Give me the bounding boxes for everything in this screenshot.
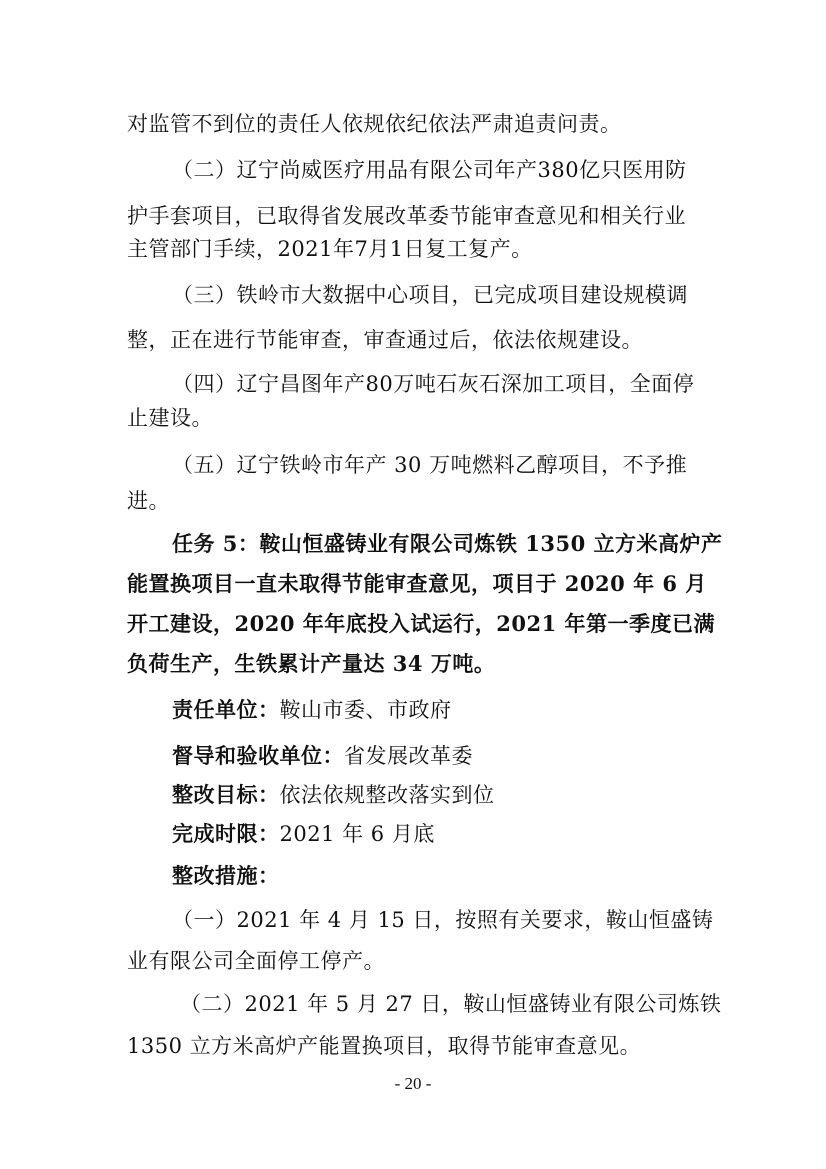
field-responsible-unit: [0, 690, 826, 730]
text-run: 开工建设，2020 年年底投入试运行，2021 年第一季度已满: [127, 611, 716, 636]
text-run: （二）2021 年 5 月 27 日，鞍山恒盛铸业有限公司炼铁: [180, 992, 722, 1016]
text-run: 业有限公司全面停工停产。: [127, 949, 385, 973]
field-value: 2021 年 6 月底: [279, 822, 435, 846]
measure-line: [0, 941, 826, 981]
text-run: 整，正在进行节能审查，审查通过后，依法依规建设。: [127, 328, 643, 352]
text-run: （二）辽宁尚威医疗用品有限公司年产380亿只医用防: [172, 158, 687, 182]
text-run: （一）2021 年 4 月 15 日，按照有关要求，鞍山恒盛铸: [172, 908, 714, 932]
field-measures-heading: [0, 856, 826, 896]
field-label: 责任单位：: [172, 697, 280, 722]
text-run: （五）辽宁铁岭市年产 30 万吨燃料乙醇项目，不予推: [172, 453, 688, 477]
paragraph-line: [0, 104, 826, 144]
field-label: 整改措施：: [172, 863, 280, 888]
text-run: 护手套项目，已取得省发展改革委节能审查意见和相关行业: [127, 204, 686, 228]
page-number: - 20 -: [394, 1074, 432, 1093]
text-run: （三）铁岭市大数据中心项目，已完成项目建设规模调: [172, 283, 688, 307]
measure-line: [0, 1026, 826, 1066]
text-run: 进。: [127, 489, 170, 513]
task-heading-line: [0, 524, 826, 564]
paragraph-line: [0, 229, 826, 269]
field-supervising-unit: [0, 736, 826, 776]
field-value: 鞍山市委、市政府: [279, 698, 452, 722]
text-run: 任务 5：鞍山恒盛铸业有限公司炼铁 1350 立方米高炉产: [172, 531, 723, 556]
field-label: 完成时限：: [172, 821, 280, 846]
task-heading-line: [0, 564, 826, 604]
field-value: 依法依规整改落实到位: [279, 783, 495, 807]
field-label: 督导和验收单位：: [172, 743, 344, 768]
paragraph-line: [0, 320, 826, 360]
text-run: 止建设。: [127, 406, 213, 430]
measure-line: [0, 984, 826, 1024]
text-run: 负荷生产，生铁累计产量达 34 万吨。: [127, 651, 496, 676]
paragraph-line: [0, 150, 826, 190]
text-run: 主管部门手续，2021年7月1日复工复产。: [127, 237, 533, 261]
paragraph-line: [0, 445, 826, 485]
text-run: 1350 立方米高炉产能置换项目，取得节能审查意见。: [127, 1034, 642, 1058]
task-heading-line: [0, 644, 826, 684]
field-goal: [0, 775, 826, 815]
text-run: 对监管不到位的责任人依规依纪依法严肃追责问责。: [127, 112, 622, 136]
field-deadline: [0, 814, 826, 854]
measure-line: [0, 900, 826, 940]
paragraph-line: [0, 275, 826, 315]
text-run: 能置换项目一直未取得节能审查意见，项目于 2020 年 6 月: [127, 571, 707, 596]
task-heading-line: [0, 604, 826, 644]
paragraph-line: [0, 481, 826, 521]
paragraph-line: [0, 398, 826, 438]
field-label: 整改目标：: [172, 782, 280, 807]
text-run: （四）辽宁昌图年产80万吨石灰石深加工项目，全面停: [172, 372, 695, 396]
field-value: 省发展改革委: [344, 744, 473, 768]
